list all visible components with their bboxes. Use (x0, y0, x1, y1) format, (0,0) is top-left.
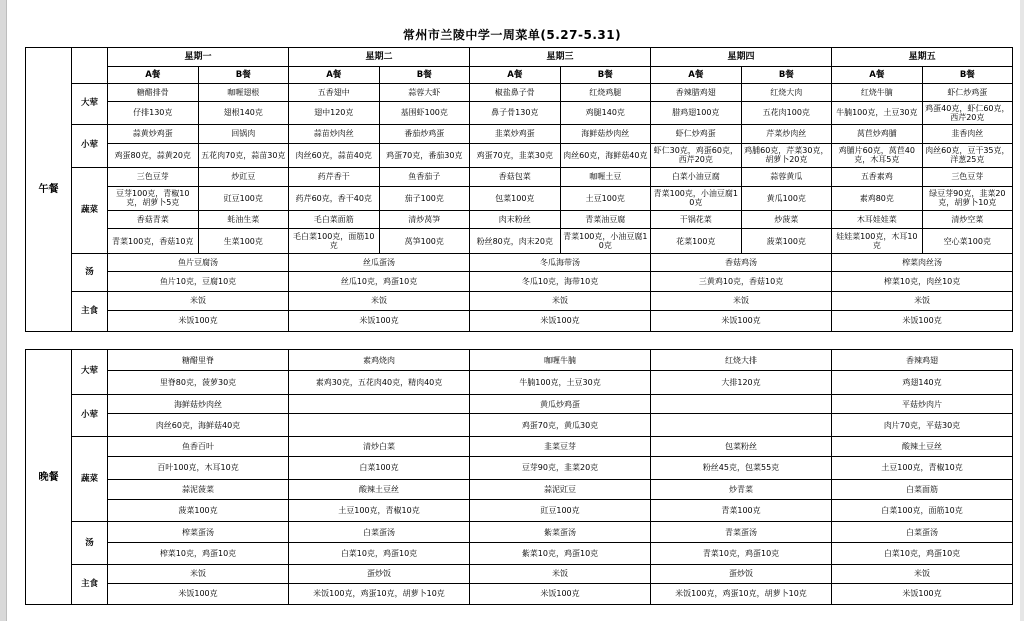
dish-ingredients: 粉丝80克，肉末20克 (470, 229, 561, 254)
dish-ingredients: 米饭100克 (289, 310, 470, 331)
dish-ingredients: 菠菜100克 (108, 499, 289, 522)
dish-ingredients: 绿豆芽90克，韭菜20克，胡萝卜10克 (922, 186, 1013, 210)
dish-name: 韭菜炒鸡蛋 (470, 124, 561, 143)
dish-ingredients: 鸡蛋70克，黄瓜30克 (470, 414, 651, 437)
dish-name: 干锅花菜 (651, 211, 742, 229)
day-header: 星期二 (289, 48, 470, 67)
dish-name: 鱼香百叶 (108, 436, 289, 456)
dish-ingredients (651, 414, 832, 437)
dish-ingredients: 青菜100克，香菇10克 (108, 229, 199, 254)
set-header: A餐 (470, 67, 561, 84)
dish-name: 红烧牛腩 (832, 84, 923, 102)
dish-ingredients: 腊鸡翅100克 (651, 102, 742, 124)
dish-ingredients: 牛腩100克，土豆30克 (832, 102, 923, 124)
category-label: 主食 (72, 565, 108, 605)
category-label: 蔬菜 (72, 167, 108, 254)
dish-ingredients: 鼻子骨130克 (470, 102, 561, 124)
dish-ingredients: 百叶100克，木耳10克 (108, 457, 289, 480)
dish-ingredients (289, 414, 470, 437)
set-header: A餐 (108, 67, 199, 84)
dish-ingredients: 米饭100克 (832, 583, 1013, 605)
dish-name: 榨菜肉丝汤 (832, 254, 1013, 272)
set-header: A餐 (289, 67, 380, 84)
dish-ingredients: 豆芽90克，韭菜20克 (470, 457, 651, 480)
dish-name: 回锅肉 (198, 124, 289, 143)
dish-ingredients: 土豆100克 (560, 186, 651, 210)
dish-name: 蒜泥菠菜 (108, 479, 289, 499)
dish-ingredients: 鸡脯60克，芹菜30克，胡萝卜20克 (741, 143, 832, 167)
dish-name: 五香翅中 (289, 84, 380, 102)
dish-name: 白菜蛋汤 (832, 522, 1013, 542)
page-edge (0, 0, 7, 621)
dish-name: 咖喱土豆 (560, 167, 651, 186)
dish-name: 红烧大排 (651, 350, 832, 371)
day-header: 星期三 (470, 48, 651, 67)
dish-ingredients: 榨菜10克，鸡蛋10克 (108, 542, 289, 565)
dish-name: 白菜蛋汤 (289, 522, 470, 542)
dish-ingredients: 鸡翅140克 (832, 371, 1013, 395)
dish-name: 蛋炒饭 (289, 565, 470, 583)
category-label: 主食 (72, 291, 108, 331)
dish-name: 青菜油豆腐 (560, 211, 651, 229)
dish-ingredients: 娃娃菜100克，木耳10克 (832, 229, 923, 254)
set-header: B餐 (741, 67, 832, 84)
dish-ingredients: 豇豆100克 (470, 499, 651, 522)
dish-name (289, 394, 470, 413)
dish-ingredients: 豆芽100克，青椒10克，胡萝卜5克 (108, 186, 199, 210)
dish-name: 酸辣土豆丝 (289, 479, 470, 499)
dish-ingredients: 肉丝60克，海鲜菇40克 (560, 143, 651, 167)
dish-ingredients: 米饭100克 (470, 583, 651, 605)
dish-name: 香菇鸡汤 (651, 254, 832, 272)
dish-name: 米饭 (651, 291, 832, 310)
category-label: 小荤 (72, 124, 108, 167)
dish-name: 红烧大肉 (741, 84, 832, 102)
dish-name: 莴苣炒鸡脯 (832, 124, 923, 143)
set-header: B餐 (560, 67, 651, 84)
dish-ingredients: 白菜10克，鸡蛋10克 (289, 542, 470, 565)
dish-ingredients: 仔排130克 (108, 102, 199, 124)
dish-ingredients: 鸡脯片60克，莴苣40克，木耳5克 (832, 143, 923, 167)
page-title: 常州市兰陵中学一周菜单(5.27-5.31) (402, 28, 622, 42)
dish-name: 蒜蓉黄瓜 (741, 167, 832, 186)
dish-ingredients: 青菜100克 (651, 499, 832, 522)
dish-name: 白菜面筋 (832, 479, 1013, 499)
dish-ingredients: 素鸡80克 (832, 186, 923, 210)
dish-name: 包菜粉丝 (651, 436, 832, 456)
dish-ingredients: 肉丝60克，海鲜菇40克 (108, 414, 289, 437)
dish-name: 蚝油生菜 (198, 211, 289, 229)
dish-name: 蛋炒饭 (651, 565, 832, 583)
dish-ingredients: 五花肉100克 (741, 102, 832, 124)
dish-ingredients: 鸡蛋40克，虾仁60克，西芹20克 (922, 102, 1013, 124)
dish-name: 香菇包菜 (470, 167, 561, 186)
dish-ingredients: 三黄鸡10克，香菇10克 (651, 272, 832, 291)
dish-name: 椒盐鼻子骨 (470, 84, 561, 102)
category-label: 蔬菜 (72, 436, 108, 522)
dish-ingredients: 米饭100克 (108, 583, 289, 605)
dish-ingredients: 五花肉70克，蒜苗30克 (198, 143, 289, 167)
dish-ingredients: 紫菜10克，鸡蛋10克 (470, 542, 651, 565)
dish-name: 紫菜蛋汤 (470, 522, 651, 542)
dish-name: 韭菜豆芽 (470, 436, 651, 456)
dish-ingredients: 榨菜10克，肉丝10克 (832, 272, 1013, 291)
dish-name: 米饭 (832, 565, 1013, 583)
dish-ingredients: 米饭100克，鸡蛋10克，胡萝卜10克 (651, 583, 832, 605)
dish-ingredients: 米饭100克 (651, 310, 832, 331)
dish-name: 五香素鸡 (832, 167, 923, 186)
dish-ingredients: 冬瓜10克，海带10克 (470, 272, 651, 291)
dish-name: 鱼香茄子 (379, 167, 470, 186)
dish-ingredients: 肉丝60克，蒜苗40克 (289, 143, 380, 167)
dish-ingredients: 基围虾100克 (379, 102, 470, 124)
day-header: 星期一 (108, 48, 289, 67)
dish-name: 蒜苗炒肉丝 (289, 124, 380, 143)
dish-name (651, 394, 832, 413)
dish-name: 蒜泥豇豆 (470, 479, 651, 499)
meal-label: 午餐 (26, 48, 72, 332)
meal-label: 晚餐 (26, 350, 72, 605)
dish-name: 咖喱翅根 (198, 84, 289, 102)
dish-ingredients: 鸡腿140克 (560, 102, 651, 124)
day-header: 星期五 (832, 48, 1013, 67)
dish-ingredients: 鱼片10克，豆腐10克 (108, 272, 289, 291)
dish-name: 清炒白菜 (289, 436, 470, 456)
dish-ingredients: 空心菜100克 (922, 229, 1013, 254)
dish-ingredients: 鸡蛋70克，韭菜30克 (470, 143, 561, 167)
dish-ingredients: 生菜100克 (198, 229, 289, 254)
dish-name: 虾仁炒鸡蛋 (922, 84, 1013, 102)
dish-ingredients: 白菜100克，面筋10克 (832, 499, 1013, 522)
dish-name: 米饭 (108, 565, 289, 583)
lunch-menu-table (25, 47, 1013, 332)
dish-ingredients: 白菜100克 (289, 457, 470, 480)
dish-ingredients: 里脊80克，菠萝30克 (108, 371, 289, 395)
set-header: A餐 (651, 67, 742, 84)
dish-name: 丝瓜蛋汤 (289, 254, 470, 272)
dish-ingredients: 米饭100克 (832, 310, 1013, 331)
set-header: B餐 (198, 67, 289, 84)
dish-name: 米饭 (832, 291, 1013, 310)
dish-name: 糖醋排骨 (108, 84, 199, 102)
dish-ingredients: 牛腩100克，土豆30克 (470, 371, 651, 395)
dish-name: 海鲜菇炒肉丝 (108, 394, 289, 413)
category-label: 小荤 (72, 394, 108, 436)
dish-name: 蒜蓉大虾 (379, 84, 470, 102)
dish-name: 炒豇豆 (198, 167, 289, 186)
dish-ingredients: 鸡蛋70克，番茄30克 (379, 143, 470, 167)
dish-name: 海鲜菇炒肉丝 (560, 124, 651, 143)
dish-ingredients: 土豆100克，青椒10克 (289, 499, 470, 522)
dish-name: 香辣腊鸡翅 (651, 84, 742, 102)
dish-ingredients: 米饭100克，鸡蛋10克，胡萝卜10克 (289, 583, 470, 605)
dish-name: 香辣鸡翅 (832, 350, 1013, 371)
dish-ingredients: 丝瓜10克，鸡蛋10克 (289, 272, 470, 291)
dish-name: 清炒莴笋 (379, 211, 470, 229)
dish-ingredients: 青菜100克，小油豆腐10克 (651, 186, 742, 210)
dish-ingredients: 翅根140克 (198, 102, 289, 124)
dish-name: 三色豆芽 (922, 167, 1013, 186)
dish-ingredients: 肉片70克，平菇30克 (832, 414, 1013, 437)
page-edge (1020, 0, 1024, 621)
dish-ingredients: 肉丝60克，豆干35克，洋葱25克 (922, 143, 1013, 167)
dish-ingredients: 毛白菜100克，面筋10克 (289, 229, 380, 254)
dish-ingredients: 鸡蛋80克，蒜黄20克 (108, 143, 199, 167)
dish-name: 黄瓜炒鸡蛋 (470, 394, 651, 413)
dish-ingredients: 素鸡30克，五花肉40克，精肉40克 (289, 371, 470, 395)
category-label: 汤 (72, 522, 108, 565)
dish-ingredients: 黄瓜100克 (741, 186, 832, 210)
dish-name: 米饭 (108, 291, 289, 310)
dish-name: 虾仁炒鸡蛋 (651, 124, 742, 143)
dish-name: 白菜小油豆腐 (651, 167, 742, 186)
dish-ingredients: 莴笋100克 (379, 229, 470, 254)
dish-name: 三色豆芽 (108, 167, 199, 186)
dish-name: 鱼片豆腐汤 (108, 254, 289, 272)
dish-name: 米饭 (470, 291, 651, 310)
day-header: 星期四 (651, 48, 832, 67)
dish-name: 香菇青菜 (108, 211, 199, 229)
dish-name: 芹菜炒肉丝 (741, 124, 832, 143)
header-corner (72, 48, 108, 84)
category-label: 大荤 (72, 350, 108, 395)
dish-ingredients: 花菜100克 (651, 229, 742, 254)
dish-name: 青菜蛋汤 (651, 522, 832, 542)
dish-ingredients: 翅中120克 (289, 102, 380, 124)
dish-name: 糖醋里脊 (108, 350, 289, 371)
dish-ingredients: 青菜10克，鸡蛋10克 (651, 542, 832, 565)
dish-name: 米饭 (289, 291, 470, 310)
dish-ingredients: 药芹60克，香干40克 (289, 186, 380, 210)
dish-ingredients: 茄子100克 (379, 186, 470, 210)
dish-name: 红烧鸡腿 (560, 84, 651, 102)
dish-ingredients: 粉丝45克，包菜55克 (651, 457, 832, 480)
dish-name: 药芹香干 (289, 167, 380, 186)
dish-name: 番茄炒鸡蛋 (379, 124, 470, 143)
set-header: B餐 (379, 67, 470, 84)
dinner-menu-table (25, 349, 1013, 605)
dish-name: 米饭 (470, 565, 651, 583)
dish-name: 蒜黄炒鸡蛋 (108, 124, 199, 143)
dish-ingredients: 米饭100克 (108, 310, 289, 331)
dish-name: 木耳娃娃菜 (832, 211, 923, 229)
dish-name: 炒青菜 (651, 479, 832, 499)
dish-ingredients: 菠菜100克 (741, 229, 832, 254)
category-label: 汤 (72, 254, 108, 291)
dish-ingredients: 米饭100克 (470, 310, 651, 331)
dish-name: 肉末粉丝 (470, 211, 561, 229)
dish-name: 炒菠菜 (741, 211, 832, 229)
dish-name: 清炒空菜 (922, 211, 1013, 229)
category-label: 大荤 (72, 84, 108, 124)
dish-name: 酸辣土豆丝 (832, 436, 1013, 456)
dish-name: 冬瓜海带汤 (470, 254, 651, 272)
set-header: A餐 (832, 67, 923, 84)
dish-ingredients: 大排120克 (651, 371, 832, 395)
dish-ingredients: 虾仁30克，鸡蛋60克，西芹20克 (651, 143, 742, 167)
dish-name: 咖喱牛腩 (470, 350, 651, 371)
dish-ingredients: 白菜10克，鸡蛋10克 (832, 542, 1013, 565)
dish-name: 韭香肉丝 (922, 124, 1013, 143)
set-header: B餐 (922, 67, 1013, 84)
dish-ingredients: 豇豆100克 (198, 186, 289, 210)
dish-ingredients: 土豆100克，青椒10克 (832, 457, 1013, 480)
dish-name: 毛白菜面筋 (289, 211, 380, 229)
dish-name: 素鸡烧肉 (289, 350, 470, 371)
dish-name: 平菇炒肉片 (832, 394, 1013, 413)
dish-ingredients: 包菜100克 (470, 186, 561, 210)
dish-ingredients: 青菜100克，小油豆腐10克 (560, 229, 651, 254)
dish-name: 榨菜蛋汤 (108, 522, 289, 542)
